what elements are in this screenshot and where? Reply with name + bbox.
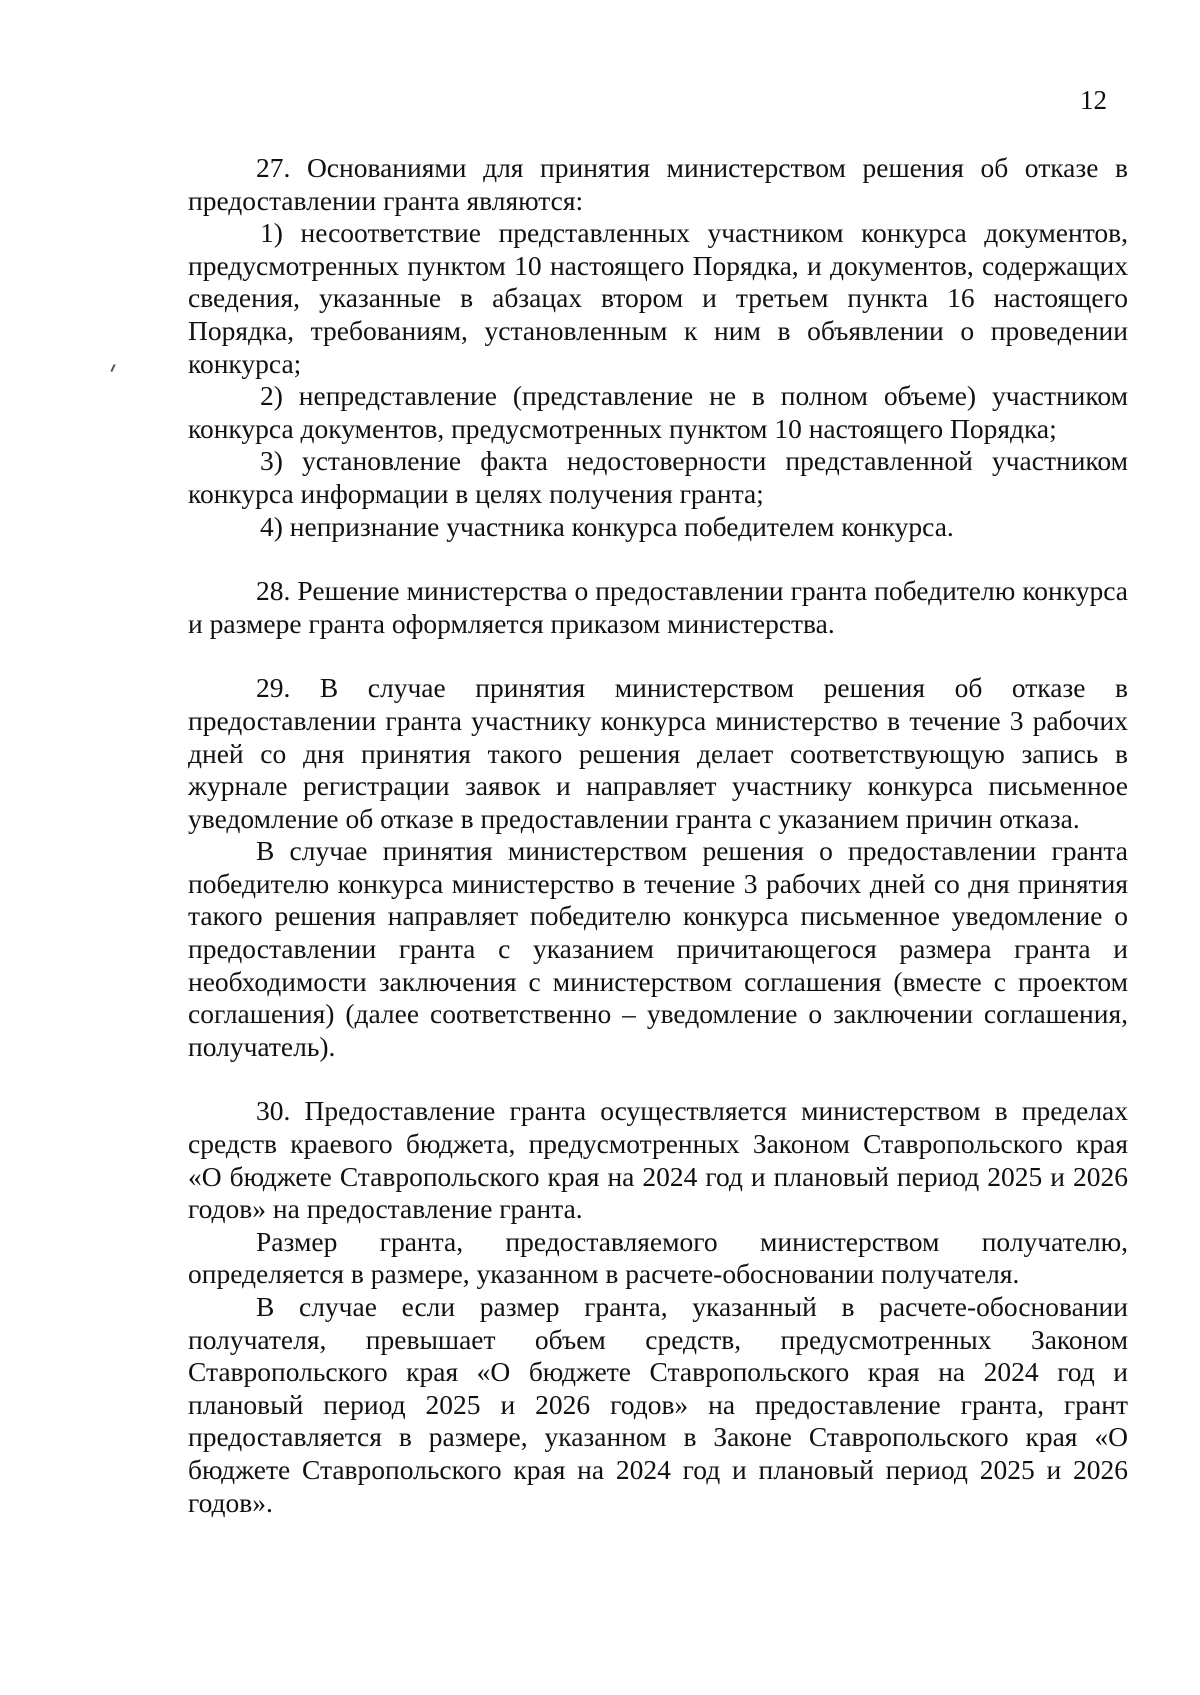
page-number: 12	[1080, 85, 1107, 115]
document-body	[188, 152, 1128, 1519]
list-item-1: 1) несоответствие представленных участником конкурса документов, предусмотренных пунктом 10 настоящего Порядка, и документов, содержащих сведения, указанные в абзацах втором и третьем пункта 16 настоящего Порядка, требованиям, установленным к ним в объявлении о проведении конкурса;	[188, 217, 1128, 379]
paragraph-29: 29. В случае принятия министерством решения об отказе в предоставлении гранта участнику конкурса министерство в течение 3 рабочих дней со дня принятия такого решения делает соответствующую запись в журнале регистрации заявок и направляет участнику конкурса письменное уведомление об отказе в предоставлении гранта с указанием причин отказа.	[188, 672, 1128, 834]
paragraph-28: 28. Решение министерства о предоставлении гранта победителю конкурса и размере гранта оформляется приказом министерства.	[188, 575, 1128, 639]
scan-mark	[110, 364, 115, 372]
list-item-4: 4) непризнание участника конкурса победителем конкурса.	[260, 510, 954, 542]
paragraph-30: 30. Предоставление гранта осуществляется министерством в пределах средств краевого бюджета, предусмотренных Законом Ставропольского края «О бюджете Ставропольского края на 2024 год и плановый период 2025 и 2026 годов» на предоставление гранта.	[188, 1095, 1128, 1225]
list-item-2: 2) непредставление (представление не в полном объеме) участником конкурса документов, предусмотренных пунктом 10 настоящего Порядка;	[188, 380, 1128, 444]
paragraph-29-second: В случае принятия министерством решения о предоставлении гранта победителю конкурса министерство в течение 3 рабочих дней со дня принятия такого решения направляет победителю конкурса письменное уведомление о предоставлении гранта с указанием причитающегося размера гранта и необходимости заключения с министерством соглашения (вместе с проектом соглашения) (далее соответственно – уведомление о заключении соглашения, получатель).	[188, 835, 1128, 1062]
list-item-3: 3) установление факта недостоверности представленной участником конкурса информации в целях получения гранта;	[188, 445, 1128, 509]
paragraph-30-third: В случае если размер гранта, указанный в расчете-обосновании получателя, превышает объем средств, предусмотренных Законом Ставропольского края «О бюджете Ставропольского края на 2024 год и плановый период 2025 и 2026 годов» на предоставление гранта, грант предоставляется в размере, указанном в Законе Ставропольского края «О бюджете Ставропольского края на 2024 год и плановый период 2025 и 2026 годов».	[188, 1291, 1128, 1518]
paragraph-30-second: Размер гранта, предоставляемого министерством получателю, определяется в размере, указанном в расчете-обосновании получателя.	[188, 1225, 1128, 1290]
paragraph-27: 27. Основаниями для принятия министерством решения об отказе в предоставлении гранта являются:	[188, 152, 1128, 216]
